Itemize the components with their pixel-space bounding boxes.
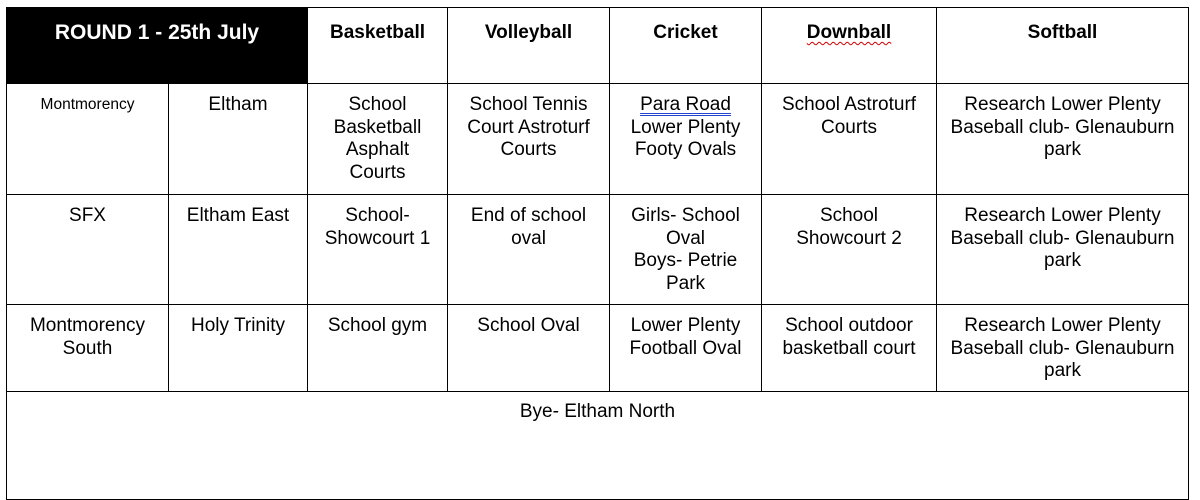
venue-line: Showcourt 2 [796,227,902,249]
venue-line: Basketball [333,116,422,138]
venue-softball [937,84,1189,195]
venue-line: Baseball club- Glenauburn [950,116,1175,138]
venue-line: School- [345,205,410,226]
venue-volleyball [448,305,610,392]
venue-line: Research Lower Plenty [964,315,1161,336]
venue-line: School gym [327,315,428,336]
venue-line: Showcourt 1 [324,227,431,249]
venue-line: Para Road [640,94,731,115]
sport-header-basketball: Basketball [308,8,448,84]
venue-downball [762,84,937,195]
venue-line: Lower Plenty [630,116,741,138]
venue-basketball [308,195,448,305]
sport-header-cricket: Cricket [610,8,762,84]
venue-line: park [1044,250,1081,271]
venue-line: Asphalt [345,139,410,160]
venue-line: park [1044,360,1081,381]
team-a-cell: SFX [7,195,169,305]
team-a-cell: Montmorency [7,84,169,195]
venue-cricket [610,84,762,195]
venue-line: Courts [500,139,557,160]
team-b-cell: Holy Trinity [169,305,308,392]
venue-volleyball [448,84,610,195]
header-row [7,8,1189,84]
venue-line: Park [665,272,706,294]
venue-line: Football Oval [629,337,742,359]
team-a-cell: Montmorency South [7,305,169,392]
venue-line: Boys- Petrie [633,250,738,271]
venue-cricket [610,195,762,305]
sport-header-volleyball: Volleyball [448,8,610,84]
venue-line: park [1044,139,1081,160]
venue-downball [762,195,937,305]
venue-line: Courts [349,161,406,183]
venue-line: School [348,94,407,115]
downball-label: Downball [806,22,892,43]
venue-volleyball [448,195,610,305]
venue-line: Lower Plenty [630,315,741,336]
venue-softball [937,305,1189,392]
venue-line: School Oval [477,315,580,336]
venue-softball [937,195,1189,305]
venue-basketball [308,305,448,392]
table-row [7,305,1189,392]
venue-line: Baseball club- Glenauburn [950,227,1175,249]
venue-line: Court Astroturf [467,116,590,138]
table-row [7,195,1189,305]
round-title: ROUND 1 - 25th July [7,8,308,84]
fixture-table [6,7,1189,500]
venue-line: Girls- School [631,205,740,226]
sport-header-downball [762,8,937,84]
venue-basketball [308,84,448,195]
table-row [7,84,1189,195]
venue-line: Baseball club- Glenauburn [950,337,1175,359]
team-b-cell: Eltham East [169,195,308,305]
venue-line: School [819,205,879,226]
venue-line: School Astroturf [781,94,917,115]
venue-line: Footy Ovals [634,139,737,160]
venue-line: End of school [470,205,587,226]
venue-line: Courts [821,116,877,138]
sport-header-softball: Softball [937,8,1189,84]
venue-cricket [610,305,762,392]
venue-line: Oval [665,227,706,249]
venue-line: Research Lower Plenty [964,94,1161,115]
venue-line: School outdoor [785,315,913,336]
bye-row [7,392,1189,500]
venue-downball [762,305,937,392]
venue-line: Research Lower Plenty [964,205,1161,226]
venue-line: oval [511,227,546,249]
team-b-cell: Eltham [169,84,308,195]
venue-line: basketball court [782,337,916,359]
venue-line: School Tennis [469,94,588,115]
bye-cell: Bye- Eltham North [7,392,1189,500]
